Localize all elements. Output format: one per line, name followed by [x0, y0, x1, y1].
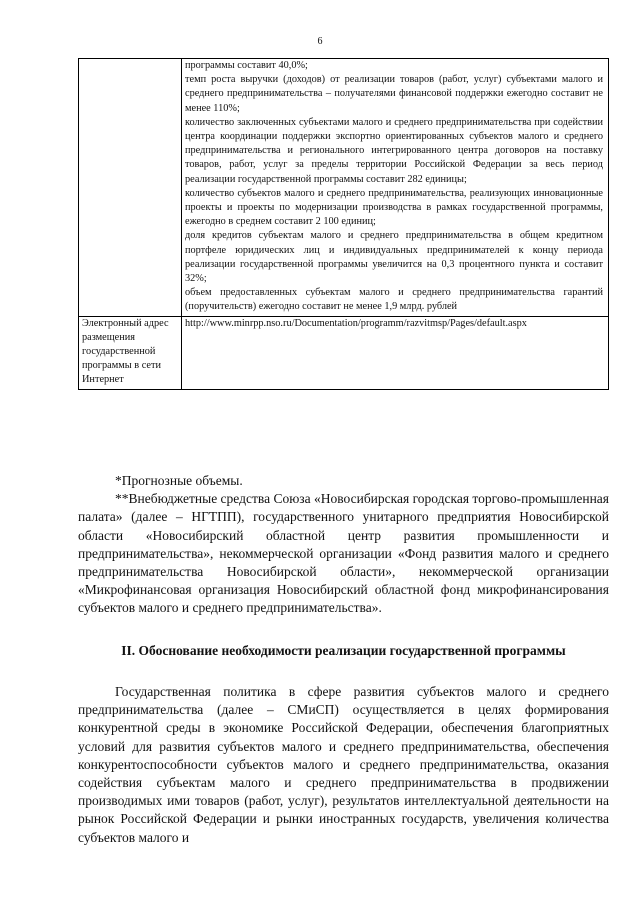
footnote-forecast: *Прогнозные объемы.	[115, 473, 243, 488]
target-item: объем предоставленных субъектам малого и среднего предпринимательства гарантий (поручительств) ежегодно составит не менее 1,9 млрд. рублей	[185, 287, 603, 313]
target-item: количество заключенных субъектами малого и среднего предпринимательства при содействии центра координации поддержки экспортно ориентированных субъектов малого и среднего предпринимательства и регионального интегрированного центра договоров на поставку товаров, работ, услуг за пределы территории Российской Федерации за весь период реализации государственной программы составит 282 единицы;	[185, 116, 603, 185]
target-item: доля кредитов субъектам малого и среднего предпринимательства в общем кредитном портфеле юридических лиц и индивидуальных предпринимателей к концу периода реализации государственной программы увеличится на 0,3 процентного пункта и составит 32%;	[185, 230, 603, 285]
targets-cell	[182, 59, 609, 317]
target-item: программы составит 40,0%;	[185, 60, 308, 71]
footnotes	[78, 472, 609, 618]
section-heading: II. Обоснование необходимости реализации государственной программы	[121, 643, 566, 658]
target-item: количество субъектов малого и среднего предпринимательства, реализующих инновационные проекты и проекты по модернизации производства в рамках государственной программы, ежегодно в среднем составит 2 100 единиц;	[185, 187, 603, 228]
footnote-extrabudget: **Внебюджетные средства Союза «Новосибирская городская торгово-промышленная палата» (далее – НГТПП), государственного унитарного предприятия Новосибирской области «Новосибирский областной центр развития промышленности и предпринимательства», некоммерческой организации «Фонд развития малого и среднего предпринимательства Новосибирской области», некоммерческой организации «Микрофинансовая организация Новосибирский областной фонд микрофинансирования субъектов малого и среднего предпринимательства».	[78, 491, 609, 616]
program-passport-table	[78, 58, 609, 390]
table-cell-empty	[79, 59, 182, 317]
table-row	[79, 316, 609, 389]
page-number: 6	[317, 36, 323, 47]
paragraph: Государственная политика в сфере развития субъектов малого и среднего предпринимательства (далее – СМиСП) осуществляется в целях формирования конкурентной среды в экономике Российской Федерации, обеспечения благоприятных условий для развития субъектов малого и среднего предпринимательства, обеспечения конкурентоспособности субъектов малого и среднего предпринимательства, оказания содействия субъектам малого и среднего предпринимательства в продвижении производимых ими товаров (работ, услуг), результатов интеллектуальной деятельности на рынок Российской Федерации и рынки иностранных государств, увеличения количества субъектов малого и	[78, 684, 609, 845]
internet-address-label: Электронный адрес размещения государственной программы в сети Интернет	[79, 316, 182, 389]
main-text	[78, 683, 609, 847]
table-row	[79, 59, 609, 317]
internet-address-link[interactable]: http://www.minrpp.nso.ru/Documentation/programm/razvitmsp/Pages/default.aspx	[182, 316, 609, 389]
target-item: темп роста выручки (доходов) от реализации товаров (работ, услуг) субъектами малого и среднего предпринимательства – получателями финансовой поддержки ежегодно составит не менее 110%;	[185, 74, 603, 114]
